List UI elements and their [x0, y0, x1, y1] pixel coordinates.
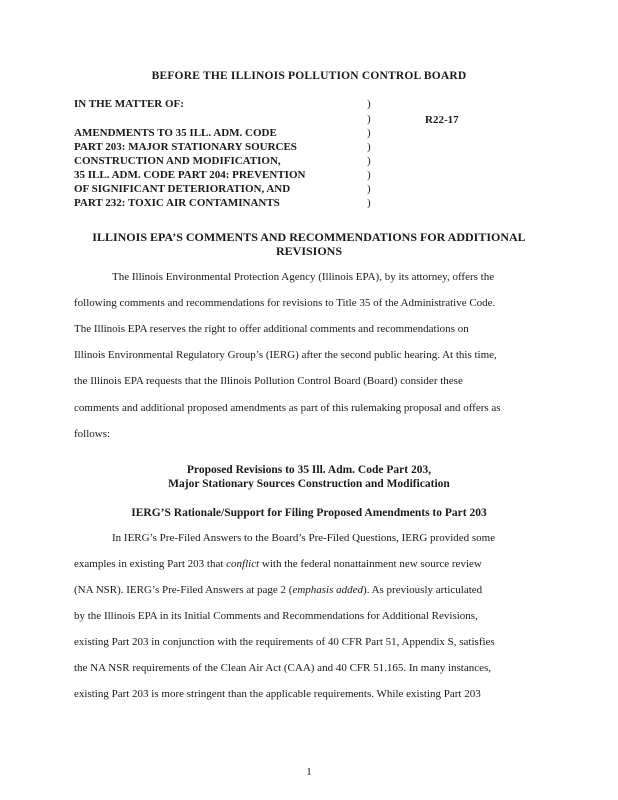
- caption-line-1: AMENDMENTS TO 35 ILL. ADM. CODE: [74, 127, 277, 139]
- caption-paren: ): [367, 169, 371, 181]
- body-line-4: by the Illinois EPA in its Initial Comments and Recommendations for Additional Revisions,: [74, 610, 478, 622]
- intro-line-5: the Illinois EPA requests that the Illinois Pollution Control Board (Board) consider these: [74, 375, 463, 387]
- body-line-2: examples in existing Part 203 that conflict with the federal nonattainment new source review: [74, 558, 482, 570]
- caption-line-2: PART 203: MAJOR STATIONARY SOURCES: [74, 141, 297, 153]
- intro-line-1: The Illinois Environmental Protection Agency (Illinois EPA), by its attorney, offers the: [112, 271, 495, 283]
- emphasis-conflict: conflict: [226, 558, 260, 570]
- intro-line-3: The Illinois EPA reserves the right to offer additional comments and recommendations on: [74, 323, 469, 335]
- intro-line-7: follows:: [74, 428, 111, 440]
- body-line-1: In IERG’s Pre-Filed Answers to the Board’s Pre-Filed Questions, IERG provided some: [112, 532, 496, 544]
- section-heading-line-2: Major Stationary Sources Construction and Modification: [168, 478, 450, 490]
- caption-paren: ): [367, 141, 371, 153]
- caption-paren: ): [367, 183, 371, 195]
- caption-line-6: PART 232: TOXIC AIR CONTAMINANTS: [74, 197, 280, 209]
- caption-line-3: CONSTRUCTION AND MODIFICATION,: [74, 155, 281, 167]
- body-line-7: existing Part 203 is more stringent than the applicable requirements. While existing Part 203: [74, 688, 481, 700]
- emphasis-added: emphasis added: [292, 584, 364, 596]
- intro-line-6: comments and additional proposed amendments as part of this rulemaking proposal and offers as: [74, 402, 501, 414]
- caption-line-4: 35 ILL. ADM. CODE PART 204: PREVENTION: [74, 169, 306, 181]
- docket-number: R22-17: [425, 114, 459, 126]
- body-line-5: existing Part 203 in conjunction with the requirements of 40 CFR Part 51, Appendix S, satisfies: [74, 636, 495, 648]
- board-title: BEFORE THE ILLINOIS POLLUTION CONTROL BOARD: [151, 70, 467, 82]
- body-line-3: (NA NSR). IERG’s Pre-Filed Answers at page 2 (emphasis added). As previously articulated: [74, 584, 483, 596]
- caption-paren: ): [367, 155, 371, 167]
- intro-line-2: following comments and recommendations for revisions to Title 35 of the Administrative Code.: [74, 297, 496, 309]
- subsection-heading: IERG’S Rationale/Support for Filing Proposed Amendments to Part 203: [131, 507, 487, 519]
- intro-line-4: Illinois Environmental Regulatory Group’s (IERG) after the second public hearing. At this time,: [74, 349, 497, 361]
- caption-paren: ): [367, 98, 371, 110]
- document-heading-line-2: REVISIONS: [275, 244, 343, 258]
- caption-matter-label: IN THE MATTER OF:: [74, 98, 184, 110]
- caption-paren: ): [367, 197, 371, 209]
- caption-paren: ): [367, 127, 371, 139]
- section-heading-line-1: Proposed Revisions to 35 Ill. Adm. Code Part 203,: [186, 464, 432, 476]
- document-heading-line-1: ILLINOIS EPA’S COMMENTS AND RECOMMENDATIONS FOR ADDITIONAL: [92, 230, 526, 244]
- caption-line-5: OF SIGNIFICANT DETERIORATION, AND: [74, 183, 291, 195]
- caption-paren: ): [367, 113, 371, 125]
- page-number: 1: [306, 766, 312, 778]
- body-line-6: the NA NSR requirements of the Clean Air Act (CAA) and 40 CFR 51.165. In many instances,: [74, 662, 492, 674]
